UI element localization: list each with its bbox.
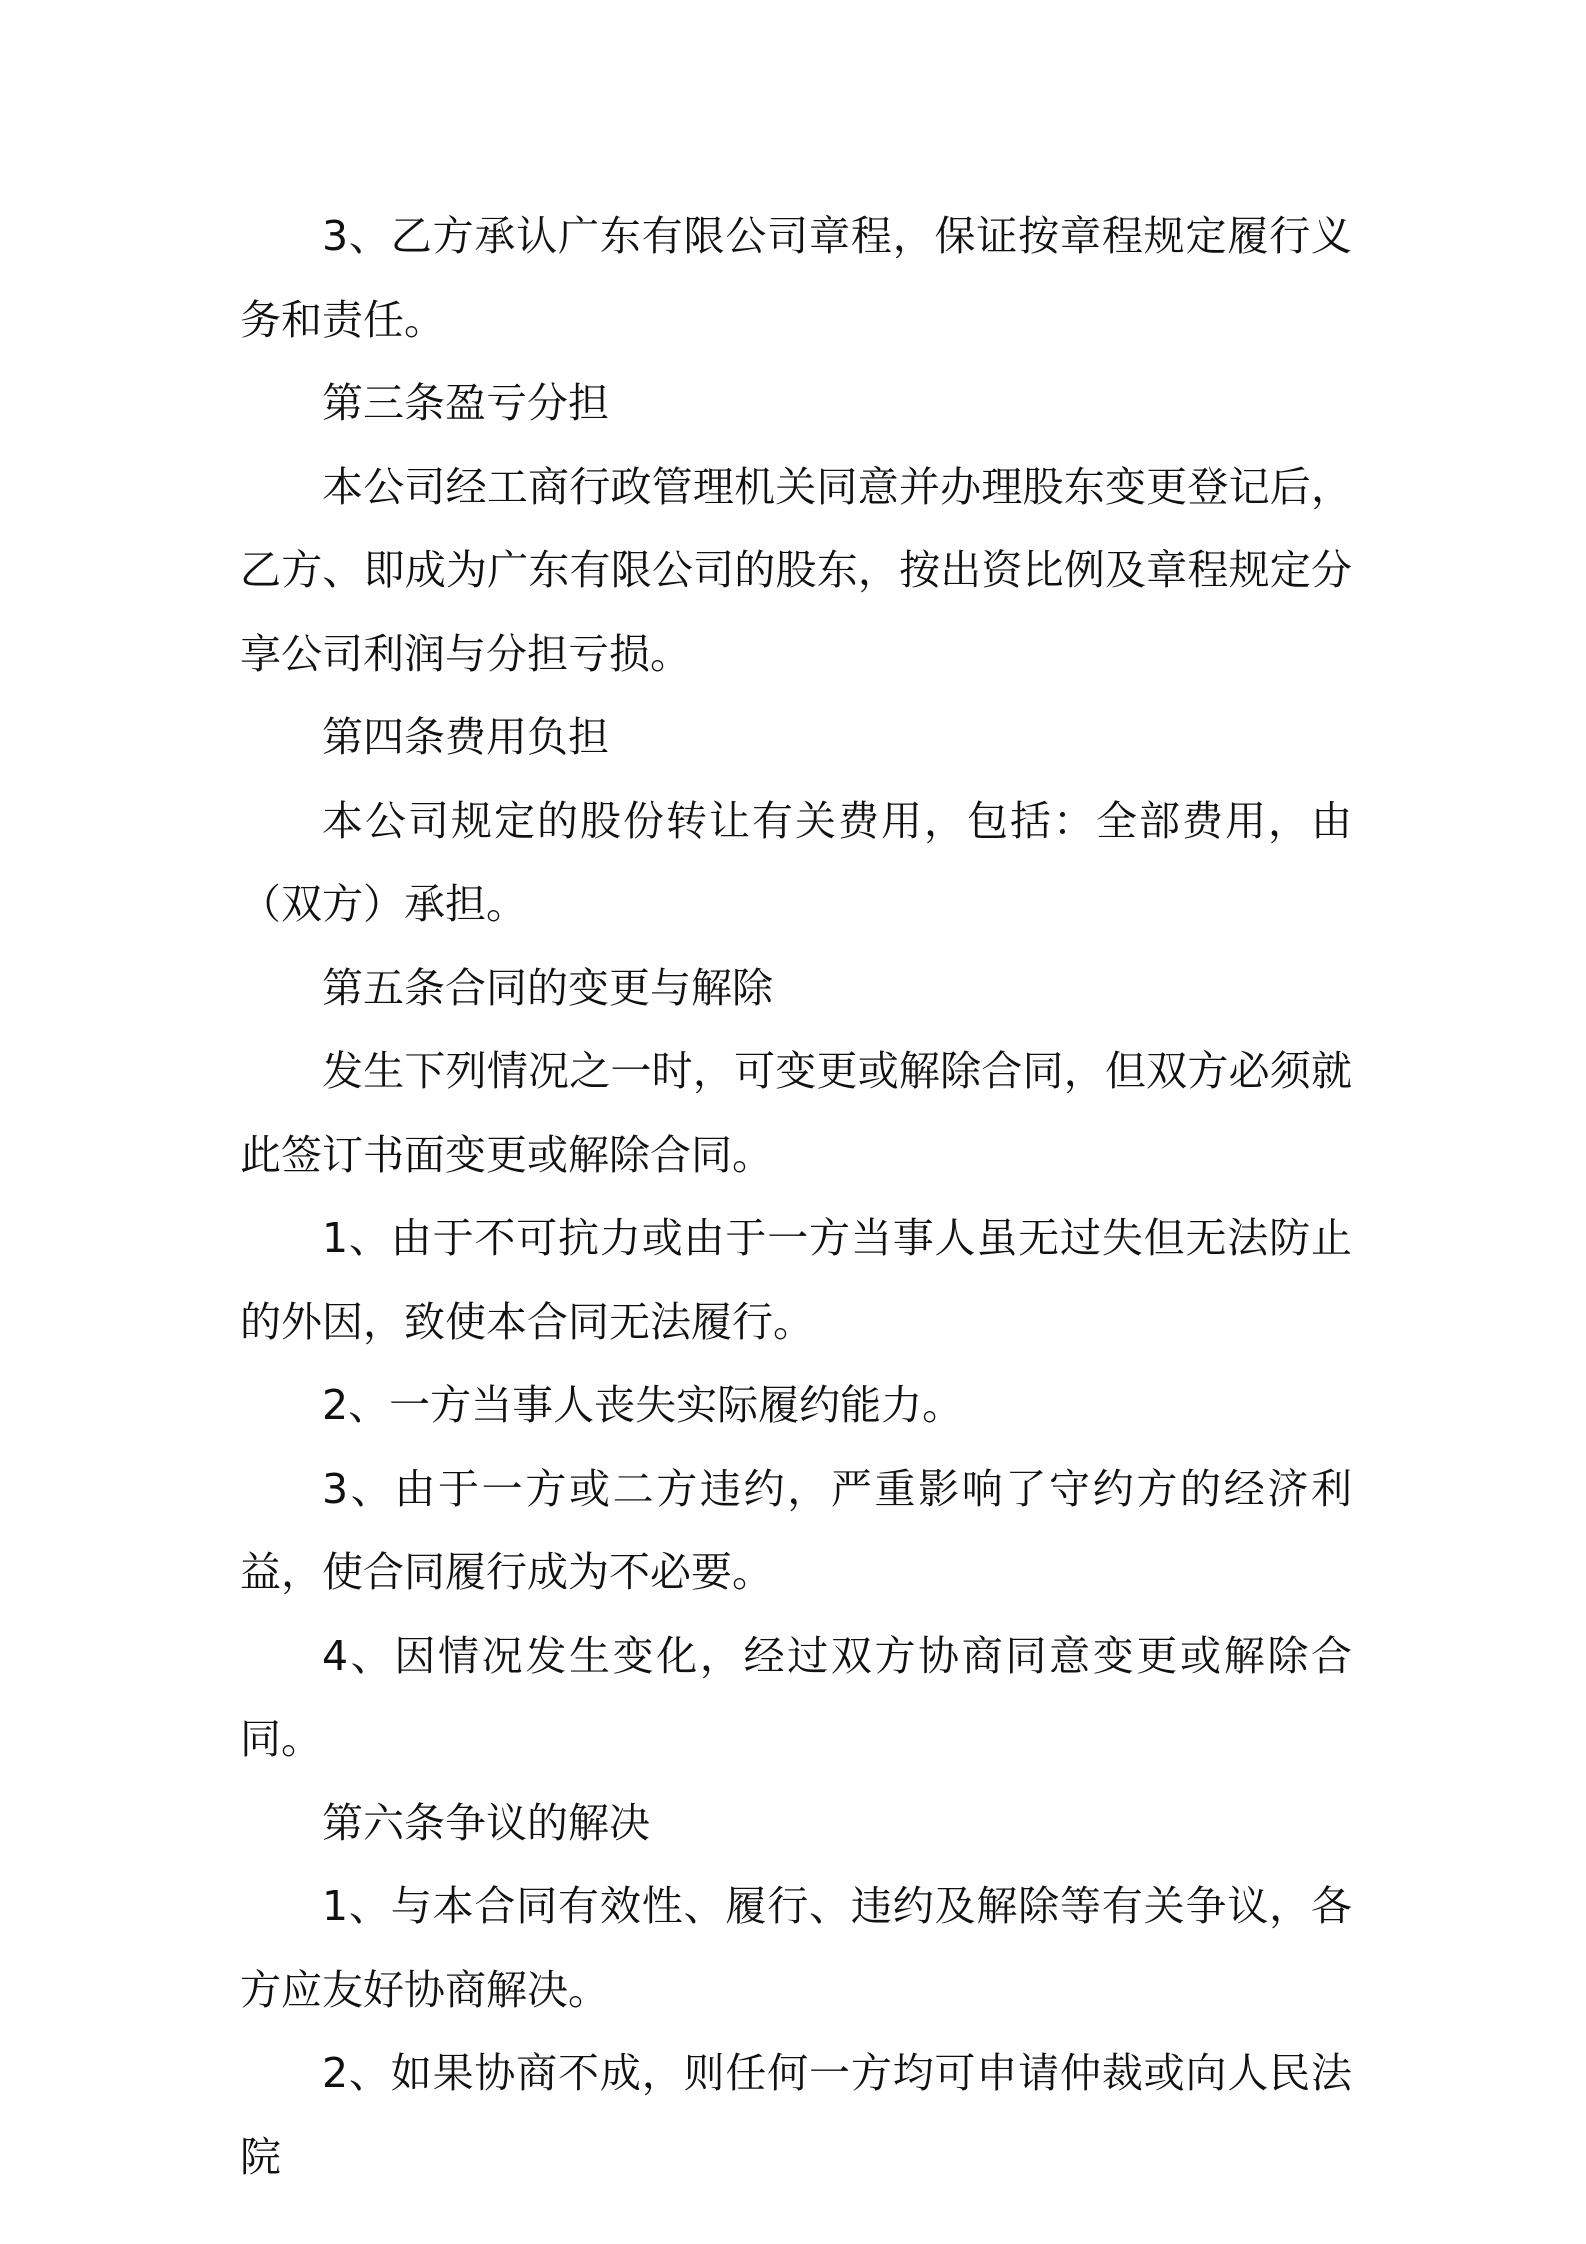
article-3-body: 本公司经工商行政管理机关同意并办理股东变更登记后，乙方、即成为广东有限公司的股东，按出资比例及章程规定分享公司利润与分担亏损。 xyxy=(240,462,1352,678)
article-3-heading: 第三条盈亏分担 xyxy=(322,379,609,427)
document-page xyxy=(240,195,1352,2199)
clause-3-obligation: 3、乙方承认广东有限公司章程，保证按章程规定履行义务和责任。 xyxy=(240,212,1352,344)
article-5-item-2: 2、一方当事人丧失实际履约能力。 xyxy=(322,1381,964,1429)
article-5-item-3: 3、由于一方或二方违约，严重影响了守约方的经济利益，使合同履行成为不必要。 xyxy=(240,1464,1352,1596)
article-5-heading: 第五条合同的变更与解除 xyxy=(322,963,773,1012)
article-6-item-2: 2、如果协商不成，则任何一方均可申请仲裁或向人民法院 xyxy=(240,2049,1352,2181)
article-5-item-4: 4、因情况发生变化，经过双方协商同意变更或解除合同。 xyxy=(240,1631,1352,1763)
article-5-item-1: 1、由于不可抗力或由于一方当事人虽无过失但无法防止的外因，致使本合同无法履行。 xyxy=(240,1214,1352,1346)
article-4-body: 本公司规定的股份转让有关费用，包括：全部费用，由（双方）承担。 xyxy=(240,796,1352,928)
article-6-item-1: 1、与本合同有效性、履行、违约及解除等有关争议，各方应友好协商解决。 xyxy=(240,1882,1352,2014)
article-5-body: 发生下列情况之一时，可变更或解除合同，但双方必须就此签订书面变更或解除合同。 xyxy=(240,1047,1352,1179)
article-4-heading: 第四条费用负担 xyxy=(322,713,609,761)
article-6-heading: 第六条争议的解决 xyxy=(322,1798,650,1847)
